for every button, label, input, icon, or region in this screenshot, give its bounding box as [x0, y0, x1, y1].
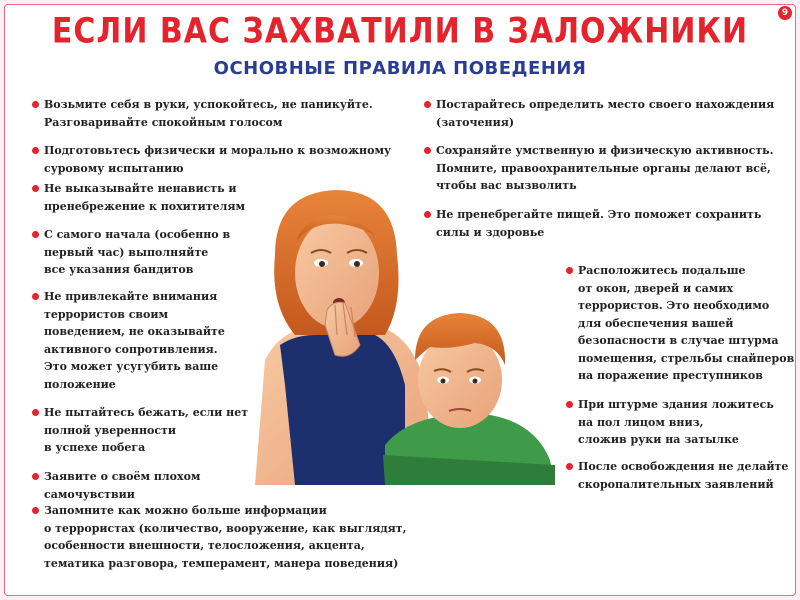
bullet-icon [32, 147, 39, 154]
bullet-icon [566, 401, 573, 408]
bullet-icon [32, 473, 39, 480]
bullet-icon [32, 101, 39, 108]
rule-left-6: Не пытайтесь бежать, если нет полной уверенности в успехе побега [44, 404, 248, 457]
bullet-icon [32, 185, 39, 192]
rule-left-3: Не выказывайте ненависть и пренебрежение к похитителям [44, 180, 245, 215]
bullet-icon [32, 409, 39, 416]
rule-left-7: Заявите о своём плохом самочувствии [44, 468, 200, 503]
page-number-badge: 9 [778, 6, 792, 20]
rule-right-6: После освобождения не делайте скоропалительных заявлений [578, 458, 788, 493]
rule-left-5: Не привлекайте внимания террористов своим поведением, не оказывайте активного сопротивления. Это может усугубить ваше положение [44, 288, 225, 393]
poster-subtitle: ОСНОВНЫЕ ПРАВИЛА ПОВЕДЕНИЯ [213, 58, 587, 79]
bullet-icon [32, 507, 39, 514]
rule-right-5: При штурме здания ложитесь на пол лицом вниз, сложив руки на затылке [578, 396, 774, 449]
rule-right-2: Сохраняйте умственную и физическую активность. Помните, правоохранительные органы делают всё, чтобы вас вызволить [436, 142, 773, 195]
rule-right-4: Расположитесь подальше от окон, дверей и самих террористов. Это необходимо для обеспечения вашей безопасности в случае штурма помещения, стрельбы снайперов на поражение преступников [578, 262, 794, 385]
rule-left-8: Запомните как можно больше информации о террористах (количество, вооружение, как выглядят, особенности внешности, телосложения, акцента, тематика разговора, темперамент, манера поведения) [44, 502, 406, 572]
bullet-icon [566, 267, 573, 274]
poster-title: ЕСЛИ ВАС ЗАХВАТИЛИ В ЗАЛОЖНИКИ [51, 11, 749, 52]
rule-right-1: Постарайтесь определить место своего нахождения (заточения) [436, 96, 774, 131]
rule-right-3: Не пренебрегайте пищей. Это поможет сохранить силы и здоровье [436, 206, 761, 241]
rule-left-1: Возьмите себя в руки, успокойтесь, не паникуйте. Разговаривайте спокойным голосом [44, 96, 373, 131]
hostages-illustration [235, 185, 555, 585]
rule-left-2: Подготовьтесь физически и морально к возможному суровому испытанию [44, 142, 391, 177]
bullet-icon [424, 147, 431, 154]
rule-left-4: С самого начала (особенно в первый час) выполняйте все указания бандитов [44, 226, 230, 279]
bullet-icon [424, 101, 431, 108]
bullet-icon [32, 293, 39, 300]
bullet-icon [566, 463, 573, 470]
bullet-icon [32, 231, 39, 238]
